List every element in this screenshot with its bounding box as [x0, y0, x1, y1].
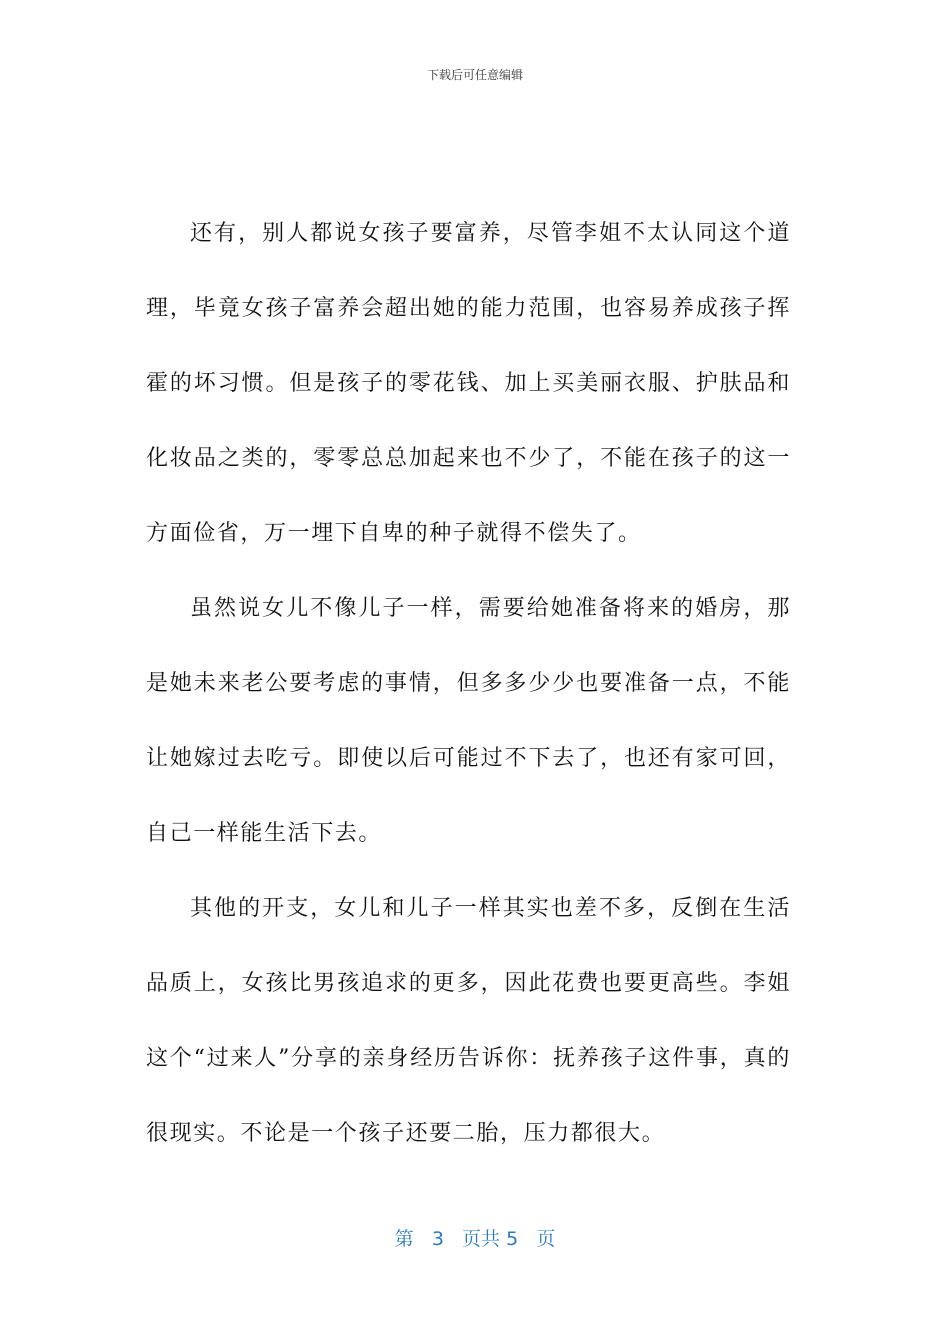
- footer-total-pages: 5: [506, 1228, 519, 1250]
- document-body: [146, 196, 791, 1171]
- footer-prefix: 第: [394, 1228, 414, 1250]
- paragraph-2: 虽然说女儿不像儿子一样，需要给她准备将来的婚房，那是她未来老公要考虑的事情，但多多少少也要准备一点，不能让她嫁过去吃亏。即使以后可能过不下去了，也还有家可回，自己一样能生活下去。: [146, 596, 791, 846]
- page-header: [0, 66, 950, 83]
- paragraph-3: 其他的开支，女儿和儿子一样其实也差不多，反倒在生活品质上，女孩比男孩追求的更多，因此花费也要更高些。李姐这个“过来人”分享的亲身经历告诉你：抚养孩子这件事，真的很现实。不论是一个孩子还要二胎，压力都很大。: [146, 896, 791, 1146]
- footer-suffix: 页: [536, 1228, 556, 1250]
- footer-middle: 页共: [462, 1228, 501, 1250]
- footer-current-page: 3: [431, 1228, 444, 1250]
- page-footer: [0, 1224, 950, 1251]
- header-text: 下载后可任意编辑: [426, 68, 523, 82]
- paragraph-1: 还有，别人都说女孩子要富养，尽管李姐不太认同这个道理，毕竟女孩子富养会超出她的能力范围，也容易养成孩子挥霍的坏习惯。但是孩子的零花钱、加上买美丽衣服、护肤品和化妆品之类的，零零总总加起来也不少了，不能在孩子的这一方面俭省，万一埋下自卑的种子就得不偿失了。: [146, 221, 791, 546]
